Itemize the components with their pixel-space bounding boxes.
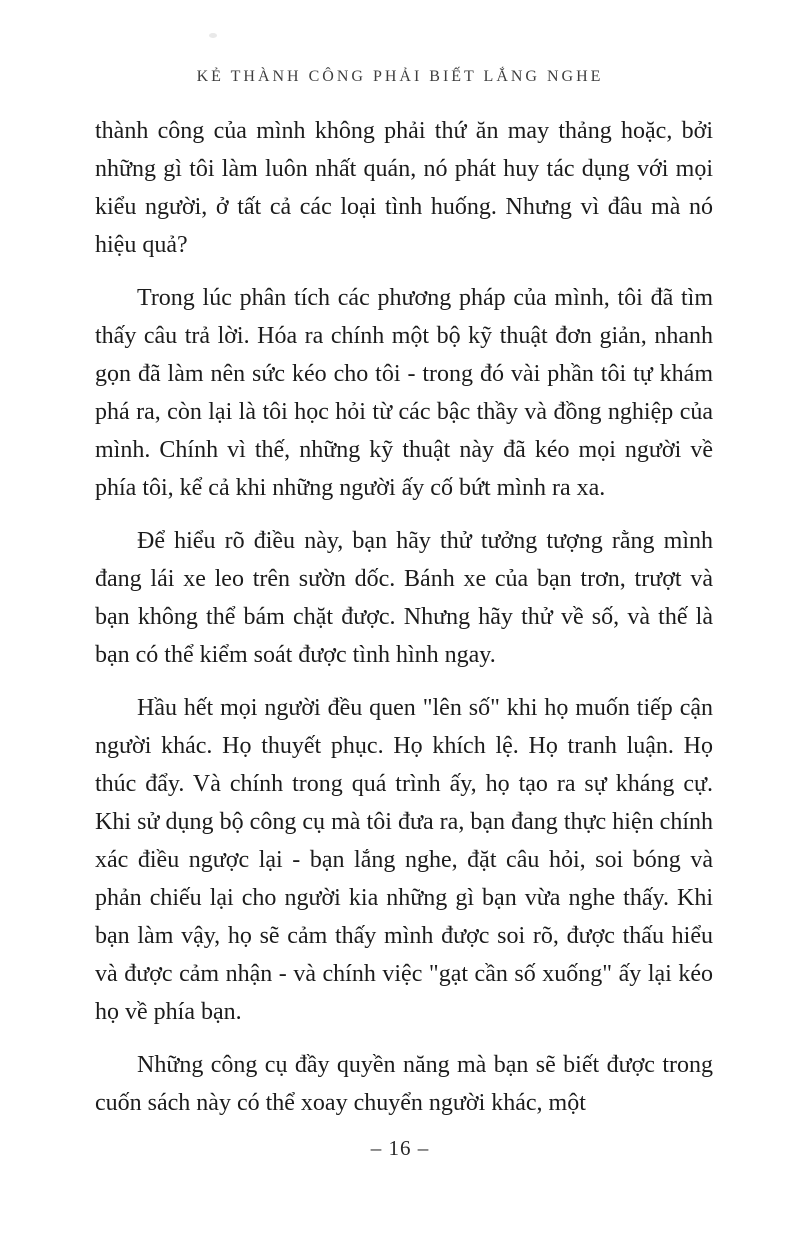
body-paragraph: Hầu hết mọi người đều quen "lên số" khi họ muốn tiếp cận người khác. Họ thuyết phục. Họ khích lệ. Họ tranh luận. Họ thúc đẩy. Và chính trong quá trình ấy, họ tạo ra sự kháng cự. Khi sử dụng bộ công cụ mà tôi đưa ra, bạn đang thực hiện chính xác điều ngược lại - bạn lắng nghe, đặt câu hỏi, soi bóng và phản chiếu lại cho người kia những gì bạn vừa nghe thấy. Khi bạn làm vậy, họ sẽ cảm thấy mình được soi rõ, được thấu hiểu và được cảm nhận - và chính việc "gạt cần số xuống" ấy lại kéo họ về phía bạn. <box>95 695 713 1025</box>
body-text-block <box>95 112 713 1137</box>
body-paragraph: Trong lúc phân tích các phương pháp của mình, tôi đã tìm thấy câu trả lời. Hóa ra chính một bộ kỹ thuật đơn giản, nhanh gọn đã làm nên sức kéo cho tôi - trong đó vài phần tôi tự khám phá ra, còn lại là tôi học hỏi từ các bậc thầy và đồng nghiệp của mình. Chính vì thế, những kỹ thuật này đã kéo mọi người về phía tôi, kể cả khi những người ấy cố bứt mình ra xa. <box>95 285 713 501</box>
page-number: – 16 – <box>370 1136 430 1160</box>
scan-artifact <box>209 33 217 38</box>
body-paragraph: Để hiểu rõ điều này, bạn hãy thử tưởng tượng rằng mình đang lái xe leo trên sườn dốc. Bánh xe của bạn trơn, trượt và bạn không thể bám chặt được. Nhưng hãy thử về số, và thế là bạn có thể kiểm soát được tình hình ngay. <box>95 528 713 668</box>
body-paragraph: thành công của mình không phải thứ ăn may thảng hoặc, bởi những gì tôi làm luôn nhất quán, nó phát huy tác dụng với mọi kiểu người, ở tất cả các loại tình huống. Nhưng vì đâu mà nó hiệu quả? <box>95 118 713 258</box>
running-head: KẺ THÀNH CÔNG PHẢI BIẾT LẮNG NGHE <box>196 68 604 85</box>
body-paragraph: Những công cụ đầy quyền năng mà bạn sẽ biết được trong cuốn sách này có thể xoay chuyển người khác, một <box>95 1052 713 1116</box>
